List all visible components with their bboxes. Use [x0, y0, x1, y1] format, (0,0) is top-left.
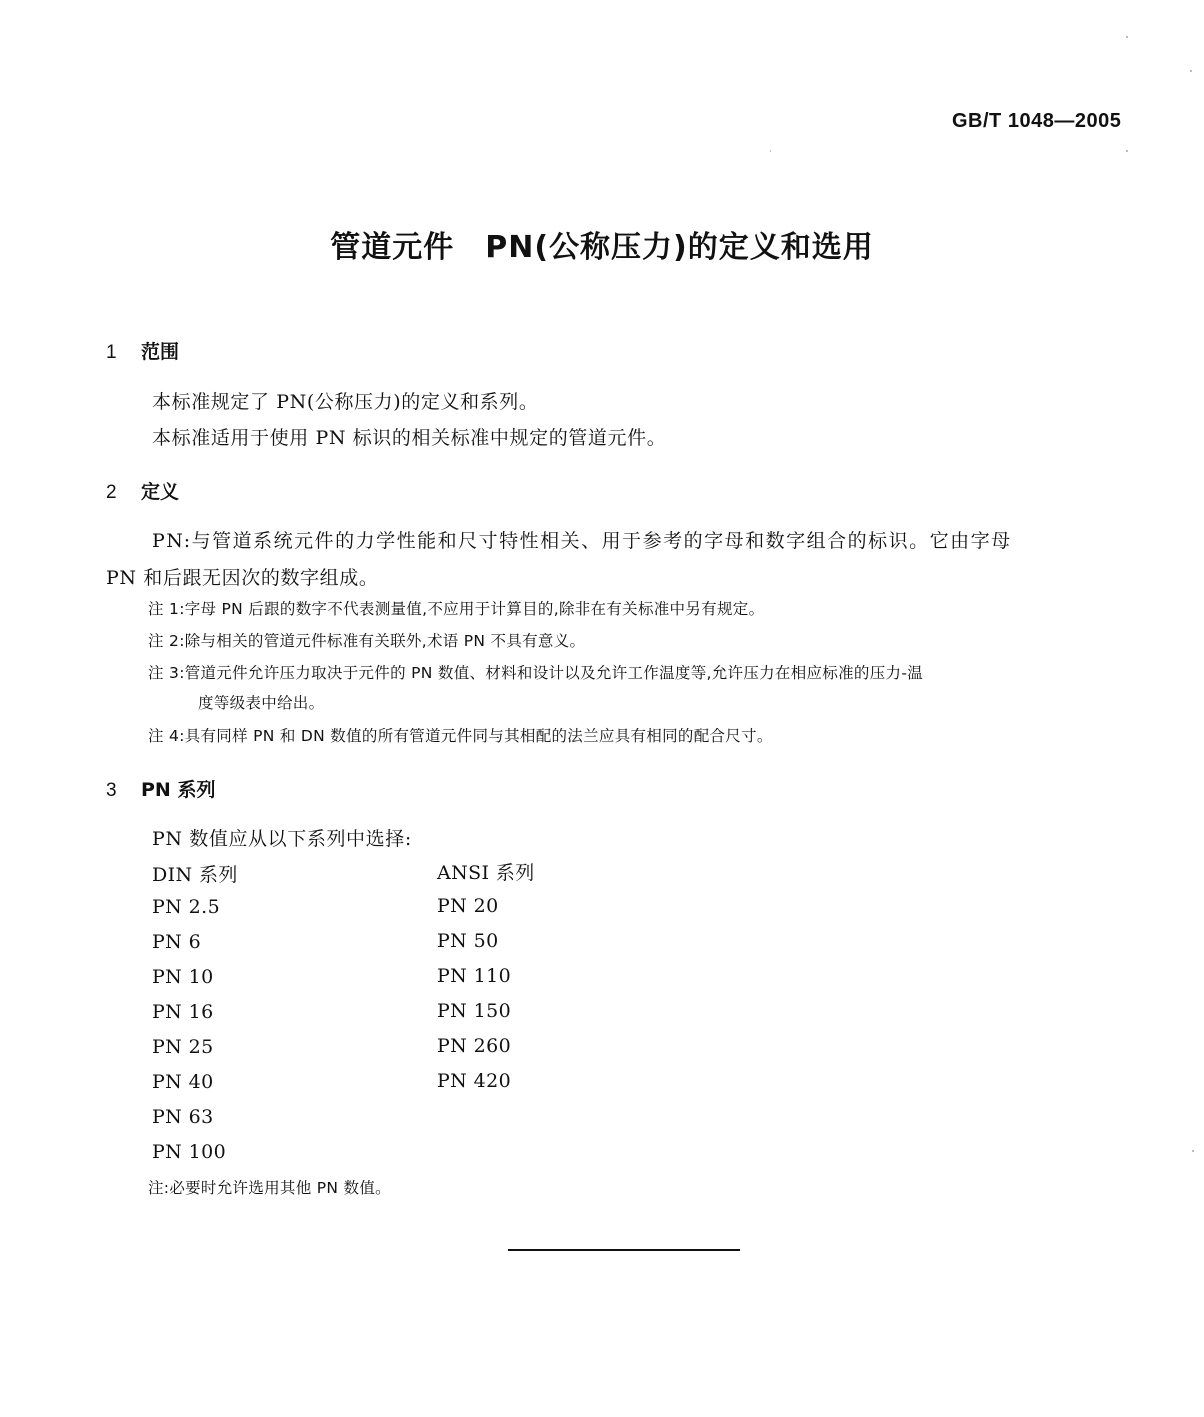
ansi-value: PN 150	[437, 1000, 512, 1022]
section-3-heading	[106, 775, 215, 802]
note-4: 注 4:具有同样 PN 和 DN 数值的所有管道元件同与其相配的法兰应具有相同的配合尺寸。	[148, 727, 773, 745]
standard-number: GB/T 1048—2005	[952, 110, 1122, 132]
note-3: 注 3:管道元件允许压力取决于元件的 PN 数值、材料和设计以及允许工作温度等,允许压力在相应标准的压力-温	[148, 664, 924, 682]
definition-line-1: PN:与管道系统元件的力学性能和尺寸特性相关、用于参考的字母和数字组合的标识。它由字母	[152, 530, 1012, 552]
ansi-value: PN 50	[437, 930, 499, 952]
section-number: 1	[106, 342, 117, 363]
section-2-heading	[106, 477, 179, 504]
section-title: PN 系列	[141, 779, 216, 801]
scan-speck	[1126, 150, 1128, 152]
pn-series-note: 注:必要时允许选用其他 PN 数值。	[148, 1179, 391, 1197]
din-value: PN 63	[152, 1106, 214, 1128]
din-series-header: DIN 系列	[152, 864, 238, 886]
section-title: 定义	[141, 481, 180, 503]
scan-speck	[770, 150, 771, 152]
note-3-continuation: 度等级表中给出。	[198, 694, 325, 712]
ansi-value: PN 110	[437, 965, 512, 987]
din-value: PN 100	[152, 1141, 227, 1163]
end-rule	[508, 1249, 740, 1251]
ansi-value: PN 20	[437, 895, 499, 917]
din-value: PN 2.5	[152, 896, 221, 918]
section-number: 2	[106, 482, 117, 503]
section-title: 范围	[141, 341, 180, 363]
ansi-series-header: ANSI 系列	[437, 862, 535, 884]
din-value: PN 6	[152, 931, 202, 953]
ansi-value: PN 420	[437, 1070, 512, 1092]
scan-speck	[1190, 70, 1192, 72]
section-number: 3	[106, 780, 117, 801]
section-1-paragraph-1: 本标准规定了 PN(公称压力)的定义和系列。	[152, 391, 539, 413]
scan-speck	[1192, 1150, 1194, 1152]
din-value: PN 10	[152, 966, 214, 988]
note-1: 注 1:字母 PN 后跟的数字不代表测量值,不应用于计算目的,除非在有关标准中另有规定。	[148, 600, 765, 618]
pn-series-intro: PN 数值应从以下系列中选择:	[152, 828, 412, 850]
section-1-paragraph-2: 本标准适用于使用 PN 标识的相关标准中规定的管道元件。	[152, 427, 667, 449]
din-value: PN 16	[152, 1001, 214, 1023]
scan-speck	[1126, 36, 1128, 38]
din-value: PN 40	[152, 1071, 214, 1093]
definition-line-2: PN 和后跟无因次的数字组成。	[106, 567, 379, 589]
section-1-heading	[106, 337, 179, 364]
din-value: PN 25	[152, 1036, 214, 1058]
document-title: 管道元件 PN(公称压力)的定义和选用	[330, 230, 874, 265]
ansi-value: PN 260	[437, 1035, 512, 1057]
note-2: 注 2:除与相关的管道元件标准有关联外,术语 PN 不具有意义。	[148, 632, 586, 650]
